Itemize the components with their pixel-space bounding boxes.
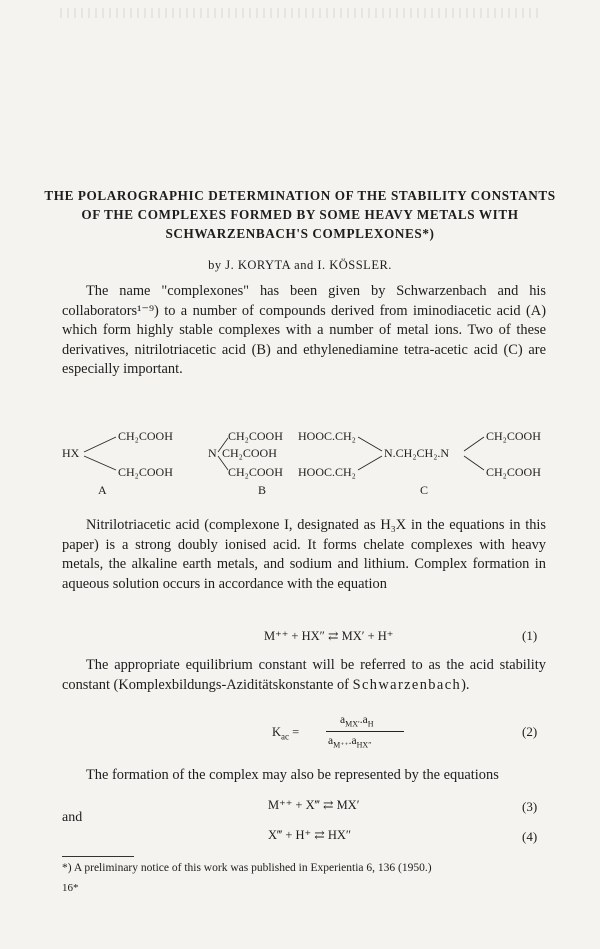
paragraph-formation — [62, 766, 546, 786]
paper-title: THE POLAROGRAPHIC DETERMINATION OF THE STABILITY CONSTANTS OF THE COMPLEXES FORMED BY SOME HEAVY METALS WITH SCHWARZENBACH'S COMPLEXONES*) — [44, 188, 556, 241]
and-word: and — [62, 810, 83, 825]
struct-a-label: A — [98, 483, 107, 497]
struct-b-n: N — [208, 446, 217, 460]
struct-a-top: CH₂COOH — [118, 429, 173, 443]
formation-text: The formation of the complex may also be represented by the equations — [86, 767, 499, 783]
struct-c-left-bottom: HOOC.CH₂ — [298, 465, 356, 479]
struct-c-center: N.CH₂CH₂.N — [384, 446, 450, 460]
acid-constant-text: The appropriate equilibrium constant will be referred to as the acid stability constant (Komplexbildungs-Aziditätskonstante of — [62, 657, 546, 693]
equation-3: M⁺⁺ + X‴ ⇄ MX′ — [268, 798, 360, 812]
page-number: 16* — [62, 882, 79, 894]
equation-2-number: (2) — [522, 724, 538, 739]
paragraph-nta — [62, 516, 546, 594]
struct-c-right-bottom: CH₂COOH — [486, 465, 541, 479]
acid-constant-end: ). — [461, 676, 470, 693]
footnote: *) A preliminary notice of this work was published in Experientia 6, 136 (1950.) — [62, 862, 432, 874]
paragraph-acid-constant — [62, 656, 546, 695]
nta-text: Nitrilotriacetic acid (complexone I, designated as H₃X in the equations in this paper) is a strong doubly ionised acid. It forms chelate complexes with heavy metals, the alkaline earth metals, and sodium and lithium. Complex formation in aqueous solution occurs in accordance with the equation — [62, 517, 546, 592]
equation-3-number: (3) — [522, 799, 538, 814]
struct-c-right-top: CH₂COOH — [486, 429, 541, 443]
struct-c-label: C — [420, 483, 429, 497]
eq2-lhs: $K_{ac}$ = — [272, 725, 300, 742]
equation-1-number: (1) — [522, 628, 538, 643]
intro-text: The name "complexones" has been given by Schwarzenbach and his collaborators¹⁻⁹) to a number of compounds derived from iminodiacetic acid (A) which form highly stable complexes with a number of metal ions. Two of these derivatives, nitrilotriacetic acid (B) and ethylenediamine tetra-acetic acid (C) are especially important. — [62, 283, 546, 377]
authors-line: by J. KORYTA and I. KÖSSLER. — [208, 258, 392, 272]
equation-4: X‴ + H⁺ ⇄ HX″ — [268, 828, 352, 842]
equation-4-number: (4) — [522, 829, 538, 844]
struct-b-mid: CH₂COOH — [222, 446, 277, 460]
struct-b-label: B — [258, 483, 267, 497]
eq2-fraction-bar — [326, 731, 404, 732]
struct-b-bottom: CH₂COOH — [228, 465, 283, 479]
eq2-numerator: $a_{MX'}.a_H$ — [340, 714, 374, 729]
struct-c-left-top: HOOC.CH₂ — [298, 429, 356, 443]
struct-a-bottom: CH₂COOH — [118, 465, 173, 479]
author-name-spaced: Schwarzenbach — [352, 676, 462, 693]
struct-b-top: CH₂COOH — [228, 429, 283, 443]
struct-a-hx: HX — [62, 446, 80, 460]
eq2-denominator: $a_{M^{++}}.a_{HX''}$ — [328, 735, 372, 750]
footnote-rule — [62, 856, 134, 857]
equation-1: M⁺⁺ + HX″ ⇄ MX′ + H⁺ — [264, 629, 394, 643]
